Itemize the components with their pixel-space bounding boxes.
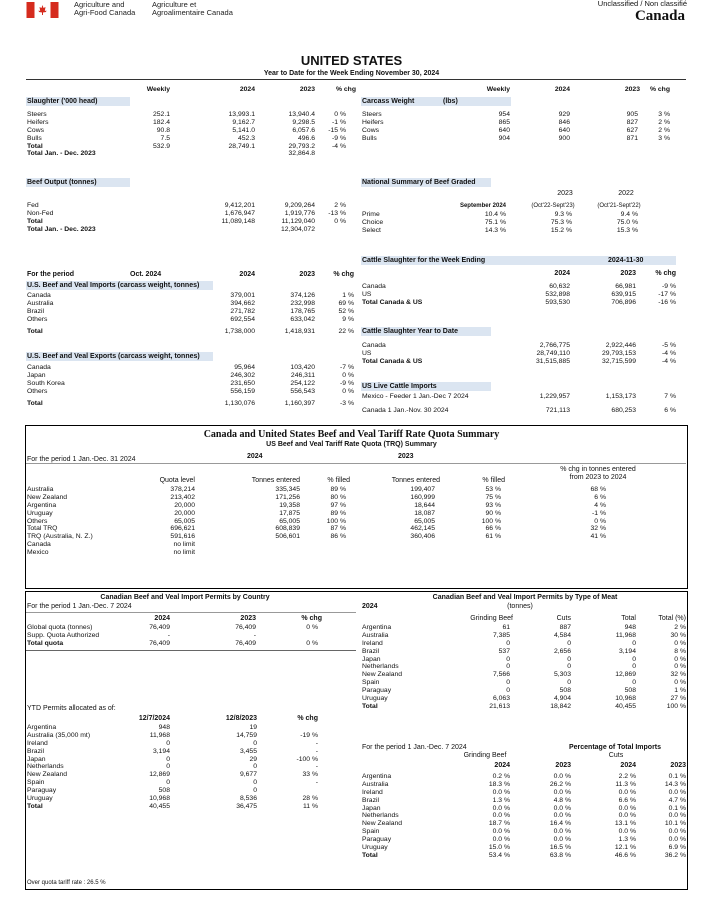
permits-ytd-h-chg: % chg xyxy=(297,715,318,722)
share-period: For the period 1 Jan.-Dec. 7 2024 xyxy=(362,744,467,751)
by-type-h-total: Total xyxy=(621,615,636,622)
trq-h-t24: Tonnes entered xyxy=(251,477,300,484)
graded-2022: 9.4 % 75.0 % 15.3 % xyxy=(616,211,638,234)
cattle-week-h-2024: 2024 xyxy=(554,270,570,277)
cattle-ytd-labels: Canada US Total Canada & US xyxy=(362,342,423,365)
page-subtitle: Year to Date for the Week Ending November 30, 2024 xyxy=(263,70,440,77)
slaughter-weekly: 252.1 182.4 90.8 7.5 532.9 xyxy=(152,111,170,150)
cattle-week-chg: -9 % -17 % -16 % xyxy=(658,283,676,306)
col-header-2024-right: 2024 xyxy=(554,86,570,93)
trq-h-f23: % filled xyxy=(482,477,505,484)
permits-h-chg: % chg xyxy=(301,615,322,622)
cattle-ytd-2023: 2,922,446 29,793,153 32,715,599 xyxy=(601,342,636,365)
carcass-weekly: 954 865 640 904 xyxy=(498,111,510,142)
beef-output-2023: 9,209,264 1,919,776 11,129,040 12,304,072 xyxy=(280,202,315,233)
col-header-2023: 2023 xyxy=(299,86,315,93)
imports-h-chg: % chg xyxy=(333,271,354,278)
live-title: US Live Cattle Imports xyxy=(362,383,437,390)
by-type-labels: Argentina Australia Ireland Brazil Japan Netherlands New Zealand Spain Paraguay Uruguay Total xyxy=(362,624,403,710)
graded-h-2022: 2022 xyxy=(618,190,634,197)
cattle-week-date: 2024-11-30 xyxy=(608,257,644,264)
share-c24: 2.2 % 11.3 % 0.0 % 6.6 % 0.0 % 0.0 % 13.1 % 0.0 % 1.3 % 12.1 % 46.6 % xyxy=(614,773,636,859)
share-c23: 0.1 % 14.3 % 0.0 % 4.7 % 0.1 % 0.0 % 10.1 % 0.0 % 0.0 % 6.9 % 36.2 % xyxy=(664,773,686,859)
exports-labels: Canada Japan South Korea Others Total xyxy=(27,364,65,407)
permits-ytd-2024: 948 11,968 0 3,194 0 0 12,869 0 508 10,968 40,455 xyxy=(149,724,170,810)
cattle-week-h-chg: % chg xyxy=(655,270,676,277)
carcass-labels: Steers Heifers Cows Bulls xyxy=(362,111,384,142)
trq-chg: 68 % 6 % 4 % -1 % 0 % 32 % 41 % xyxy=(590,486,606,541)
cattle-ytd-chg: -5 % -4 % -4 % xyxy=(662,342,676,365)
cattle-week-2023: 66,981 639,915 706,896 xyxy=(611,283,636,306)
graded-labels: Prime Choice Select xyxy=(362,211,384,234)
trq-h-t23: Tonnes entered xyxy=(391,477,440,484)
slaughter-labels: Steers Heifers Cows Bulls Total Total Jan. - Dec. 2023 xyxy=(27,111,96,158)
by-type-h-cuts: Cuts xyxy=(556,615,571,622)
by-type-pct: 2 % 30 % 0 % 8 % 0 % 0 % 32 % 0 % 1 % 27 % 100 % xyxy=(666,624,686,710)
live-2023: 1,153,173 680,253 xyxy=(605,393,636,414)
share-g23: 0.0 % 26.2 % 0.0 % 4.8 % 0.0 % 0.0 % 16.4 % 0.0 % 0.0 % 16.5 % 63.8 % xyxy=(549,773,571,859)
permits-h-2023: 2023 xyxy=(240,615,256,622)
trq-h-f24: % filled xyxy=(327,477,350,484)
cattle-week-2024: 60,632 532,898 593,530 xyxy=(545,283,570,306)
permits-q23: 76,409 - 76,409 xyxy=(235,624,256,647)
trq-t24: 335,345 171,256 19,358 17,875 65,005 608,839 506,601 xyxy=(275,486,300,541)
permits-title: Canadian Beef and Veal Import Permits by Country xyxy=(100,594,270,601)
trq-year-2023: 2023 xyxy=(398,453,414,460)
by-type-year: 2024 xyxy=(362,603,378,610)
classification-label: Unclassified / Non classifié xyxy=(597,0,687,8)
exports-2023: 103,420 246,311 254,122 556,543 1,160,397 xyxy=(284,364,315,407)
page-title: UNITED STATES xyxy=(300,53,403,68)
permits-q24: 76,409 - 76,409 xyxy=(149,624,170,647)
col-header-chg-right: % chg xyxy=(649,86,670,93)
col-header-weekly-right: Weekly xyxy=(486,86,510,93)
permits-qchg: 0 % 0 % xyxy=(306,624,318,647)
by-type-cuts: 887 4,584 0 2,656 0 0 5,303 0 508 4,904 18,842 xyxy=(550,624,571,710)
trq-subtitle: US Beef and Veal Tariff Rate Quota (TRQ) Summary xyxy=(266,441,437,448)
exports-title: U.S. Beef and Veal Exports (carcass weight, tonnes) xyxy=(27,353,200,360)
imports-period-label: For the period xyxy=(27,271,75,278)
trq-labels: Australia New Zealand Argentina Uruguay Others Total TRQ TRQ (Australia, N. Z.) Canada Mexico xyxy=(27,486,93,557)
col-header-chg: % chg xyxy=(335,86,356,93)
cattle-ytd-2024: 2,766,775 28,749,110 31,515,885 xyxy=(535,342,570,365)
carcass-chg: 3 % 2 % 2 % 3 % xyxy=(658,111,670,142)
permits-quota-labels: Global quota (tonnes) Supp. Quota Authorized Total quota xyxy=(27,624,100,647)
share-title: Percentage of Total Imports xyxy=(568,744,662,751)
slaughter-2023: 13,940.4 9,298.5 6,057.6 496.6 29,793.2 32,864.8 xyxy=(288,111,315,158)
cattle-week-labels: Canada US Total Canada & US xyxy=(362,283,423,306)
permits-h-2024: 2024 xyxy=(154,615,170,622)
permits-ytd-chg: -19 % - - -100 % - 33 % - 28 % 11 % xyxy=(296,731,318,810)
imports-2023: 374,126 232,998 178,765 633,042 1,418,931 xyxy=(284,292,315,335)
carcass-2023: 905 827 627 871 xyxy=(626,111,638,142)
graded-h-2022-period: (Oct'21-Sept'22) xyxy=(597,203,641,209)
share-h-c23: 2023 xyxy=(670,762,686,769)
permits-divider xyxy=(26,612,356,613)
share-g24: 0.2 % 18.3 % 0.0 % 1.3 % 0.0 % 0.0 % 18.7 % 0.0 % 0.0 % 15.0 % 53.4 % xyxy=(488,773,510,859)
beef-output-2024: 9,412,201 1,676,947 11,089,148 xyxy=(221,202,255,225)
cattle-ytd-title: Cattle Slaughter Year to Date xyxy=(362,328,458,335)
share-h-c24: 2024 xyxy=(620,762,636,769)
org-name-en: Agriculture and Agri-Food Canada xyxy=(74,0,136,17)
imports-h-2024: 2024 xyxy=(239,271,255,278)
graded-h-2023-period: (Oct'22-Sept'23) xyxy=(531,203,575,209)
by-type-h-grind: Grinding Beef xyxy=(470,615,513,622)
trq-year-2024: 2024 xyxy=(247,453,263,460)
permits-footnote: Over quota tariff rate : 26.5 % xyxy=(27,880,106,886)
trq-quota: 378,214 213,402 20,000 20,000 65,005 696,621 591,616 no limit no limit xyxy=(170,486,195,557)
graded-title: National Summary of Beef Graded xyxy=(362,179,476,186)
imports-title: U.S. Beef and Veal Imports (carcass weight, tonnes) xyxy=(27,282,200,289)
exports-chg: -7 % 0 % -9 % 0 % -3 % xyxy=(340,364,354,407)
by-type-total: 948 11,968 0 3,194 0 0 12,869 0 508 10,968 40,455 xyxy=(615,624,636,710)
carcass-2024: 929 846 640 900 xyxy=(558,111,570,142)
by-type-title: Canadian Beef and Veal Import Permits by Type of Meat xyxy=(432,594,618,601)
trq-h-chg1: % chg in tonnes entered xyxy=(560,466,636,473)
carcass-title: Carcass Weight xyxy=(362,98,415,105)
page-header xyxy=(0,0,703,22)
beef-output-title: Beef Output (tonnes) xyxy=(27,179,97,186)
imports-h-2023: 2023 xyxy=(299,271,315,278)
live-2024: 1,229,957 721,113 xyxy=(539,393,570,414)
imports-period: Oct. 2024 xyxy=(130,271,162,278)
imports-2024: 379,001 394,662 271,782 692,554 1,738,000 xyxy=(224,292,255,335)
trq-divider xyxy=(26,463,686,464)
permits-ytd-h-2023: 12/8/2023 xyxy=(225,715,257,722)
by-type-grind: 61 7,385 0 537 0 0 7,566 0 0 6,063 21,613 xyxy=(489,624,510,710)
graded-h-2023: 2023 xyxy=(557,190,573,197)
live-labels: Mexico - Feeder 1 Jan.-Dec 7 2024 Canada 1 Jan.-Nov. 30 2024 xyxy=(362,393,469,414)
permits-ytd-labels: Argentina Australia (35,000 mt) Ireland Brazil Japan Netherlands New Zealand Spain Paraguay Uruguay Total xyxy=(27,724,91,810)
by-type-unit: (tonnes) xyxy=(507,603,533,610)
permits-ytd-h-2024: 12/7/2024 xyxy=(138,715,170,722)
col-header-2024: 2024 xyxy=(239,86,255,93)
trq-period: For the period 1 Jan.-Dec. 31 2024 xyxy=(27,456,136,463)
by-type-h-pct: Total (%) xyxy=(658,615,686,622)
carcass-unit: (lbs) xyxy=(443,98,458,105)
imports-chg: 1 % 69 % 52 % 9 % 22 % xyxy=(338,292,354,335)
trq-h-chg2: from 2023 to 2024 xyxy=(569,474,627,481)
live-chg: 7 % 6 % xyxy=(664,393,676,414)
share-h-g23: 2023 xyxy=(555,762,571,769)
graded-h-sep2024: September 2024 xyxy=(459,203,506,209)
beef-output-labels: Fed Non-Fed Total Total Jan. - Dec. 2023 xyxy=(27,202,96,233)
graded-2023: 9.3 % 75.3 % 15.2 % xyxy=(550,211,572,234)
canada-wordmark: Canada xyxy=(634,8,685,24)
col-header-2023-right: 2023 xyxy=(624,86,640,93)
divider xyxy=(26,79,686,80)
trq-f23: 53 % 75 % 93 % 90 % 100 % 66 % 61 % xyxy=(481,486,501,541)
trq-t23: 199,407 160,999 18,644 18,087 65,005 462,145 360,406 xyxy=(410,486,435,541)
share-h-g24: 2024 xyxy=(494,762,510,769)
share-cuts-label: Cuts xyxy=(608,752,624,759)
permits-ytd-label: YTD Permits allocated as of: xyxy=(27,705,116,712)
exports-2024: 95,964 246,302 231,650 556,159 1,130,076 xyxy=(224,364,255,407)
beef-output-chg: 2 % -13 % 0 % xyxy=(328,202,346,225)
graded-sep2024: 10.4 % 75.1 % 14.3 % xyxy=(484,211,506,234)
trq-f24: 89 % 80 % 97 % 89 % 100 % 87 % 86 % xyxy=(326,486,346,541)
share-labels: Argentina Australia Ireland Brazil Japan Netherlands New Zealand Spain Paraguay Uruguay Total xyxy=(362,773,403,859)
permits-ytd-2023: 19 14,759 0 3,455 29 0 9,677 0 0 8,536 36,475 xyxy=(236,724,257,810)
permits-period: For the period 1 Jan.-Dec. 7 2024 xyxy=(27,603,132,610)
share-grind-label: Grinding Beef xyxy=(463,752,507,759)
slaughter-2024: 13,993.1 9,162.7 5,141.0 452.3 28,749.1 xyxy=(228,111,255,150)
slaughter-title: Slaughter ('000 head) xyxy=(27,98,98,105)
trq-title: Canada and United States Beef and Veal Tariff Rate Quota Summary xyxy=(203,429,500,440)
org-name-fr: Agriculture et Agroalimentaire Canada xyxy=(152,0,233,17)
cattle-week-h-2023: 2023 xyxy=(620,270,636,277)
col-header-weekly: Weekly xyxy=(146,86,170,93)
trq-h-quota: Quota level xyxy=(159,477,195,484)
imports-labels: Canada Australia Brazil Others Total xyxy=(27,292,54,335)
slaughter-chg: 0 % -1 % -15 % -9 % -4 % xyxy=(328,111,346,150)
cattle-week-title: Cattle Slaughter for the Week Ending xyxy=(362,257,486,264)
canada-flag-icon xyxy=(26,2,59,18)
permits-divider-2 xyxy=(26,650,356,651)
